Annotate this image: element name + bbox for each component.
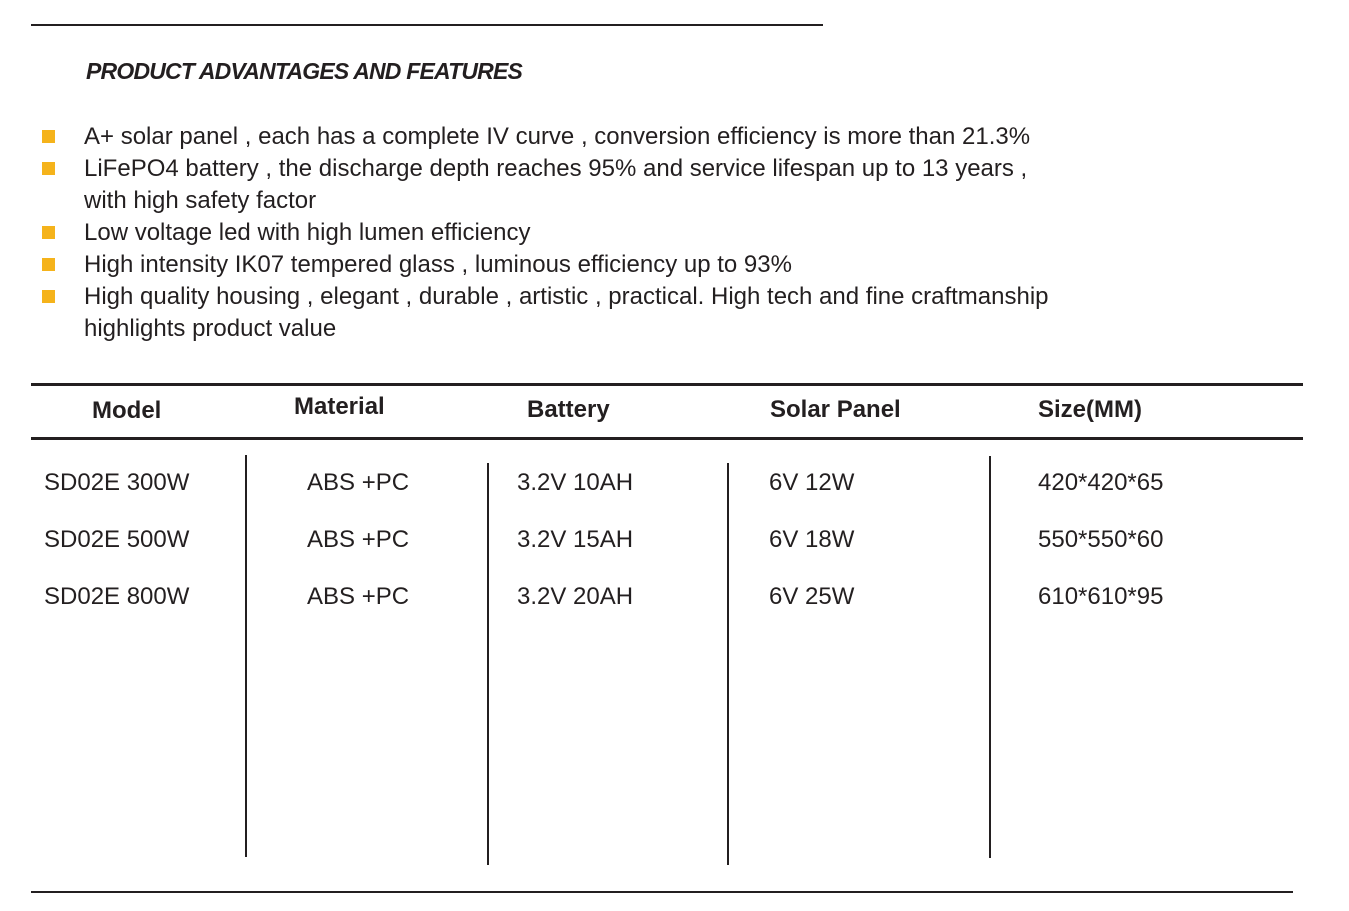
column-divider: [487, 463, 489, 865]
square-bullet-icon: [42, 162, 55, 175]
feature-text-continuation: highlights product value: [84, 315, 337, 342]
feature-text: A+ solar panel , each has a complete IV curve , conversion efficiency is more than 21.3%: [84, 123, 1031, 150]
feature-text: High quality housing , elegant , durable , artistic , practical. High tech and fine craftmanship: [84, 283, 1049, 310]
feature-text: High intensity IK07 tempered glass , luminous efficiency up to 93%: [84, 251, 792, 278]
cell-material: ABS +PC: [307, 526, 410, 553]
square-bullet-icon: [42, 258, 55, 271]
cell-battery: 3.2V 20AH: [517, 583, 634, 610]
cell-size: 550*550*60: [1038, 526, 1164, 553]
header-model: Model: [92, 397, 162, 424]
header-battery: Battery: [527, 396, 610, 423]
cell-material: ABS +PC: [307, 583, 410, 610]
feature-item: [0, 281, 1049, 345]
cell-size: 420*420*65: [1038, 469, 1164, 496]
square-bullet-icon: [42, 290, 55, 303]
table-top-border: [31, 383, 1303, 386]
cell-model: SD02E 500W: [44, 526, 190, 553]
bottom-divider: [31, 891, 1293, 893]
table-header-border: [31, 437, 1303, 440]
cell-size: 610*610*95: [1038, 583, 1164, 610]
cell-material: ABS +PC: [307, 469, 410, 496]
feature-item: [0, 153, 1049, 217]
cell-battery: 3.2V 15AH: [517, 526, 634, 553]
cell-solar-panel: 6V 12W: [769, 469, 855, 496]
feature-item: [0, 121, 1049, 153]
section-title: PRODUCT ADVANTAGES AND FEATURES: [86, 58, 523, 84]
column-divider: [245, 455, 247, 857]
feature-list: [0, 121, 1049, 345]
column-divider: [989, 456, 991, 858]
cell-battery: 3.2V 10AH: [517, 469, 634, 496]
column-divider: [727, 463, 729, 865]
cell-model: SD02E 800W: [44, 583, 190, 610]
feature-text: Low voltage led with high lumen efficiency: [84, 219, 531, 246]
square-bullet-icon: [42, 130, 55, 143]
feature-text: LiFePO4 battery , the discharge depth reaches 95% and service lifespan up to 13 years ,: [84, 155, 1028, 182]
cell-solar-panel: 6V 18W: [769, 526, 855, 553]
cell-model: SD02E 300W: [44, 469, 190, 496]
header-material: Material: [294, 393, 385, 420]
cell-solar-panel: 6V 25W: [769, 583, 855, 610]
feature-item: [0, 249, 1049, 281]
feature-text-continuation: with high safety factor: [84, 187, 317, 214]
top-divider: [31, 24, 823, 26]
square-bullet-icon: [42, 226, 55, 239]
header-solar-panel: Solar Panel: [770, 396, 901, 423]
header-size: Size(MM): [1038, 396, 1142, 423]
feature-item: [0, 217, 1049, 249]
